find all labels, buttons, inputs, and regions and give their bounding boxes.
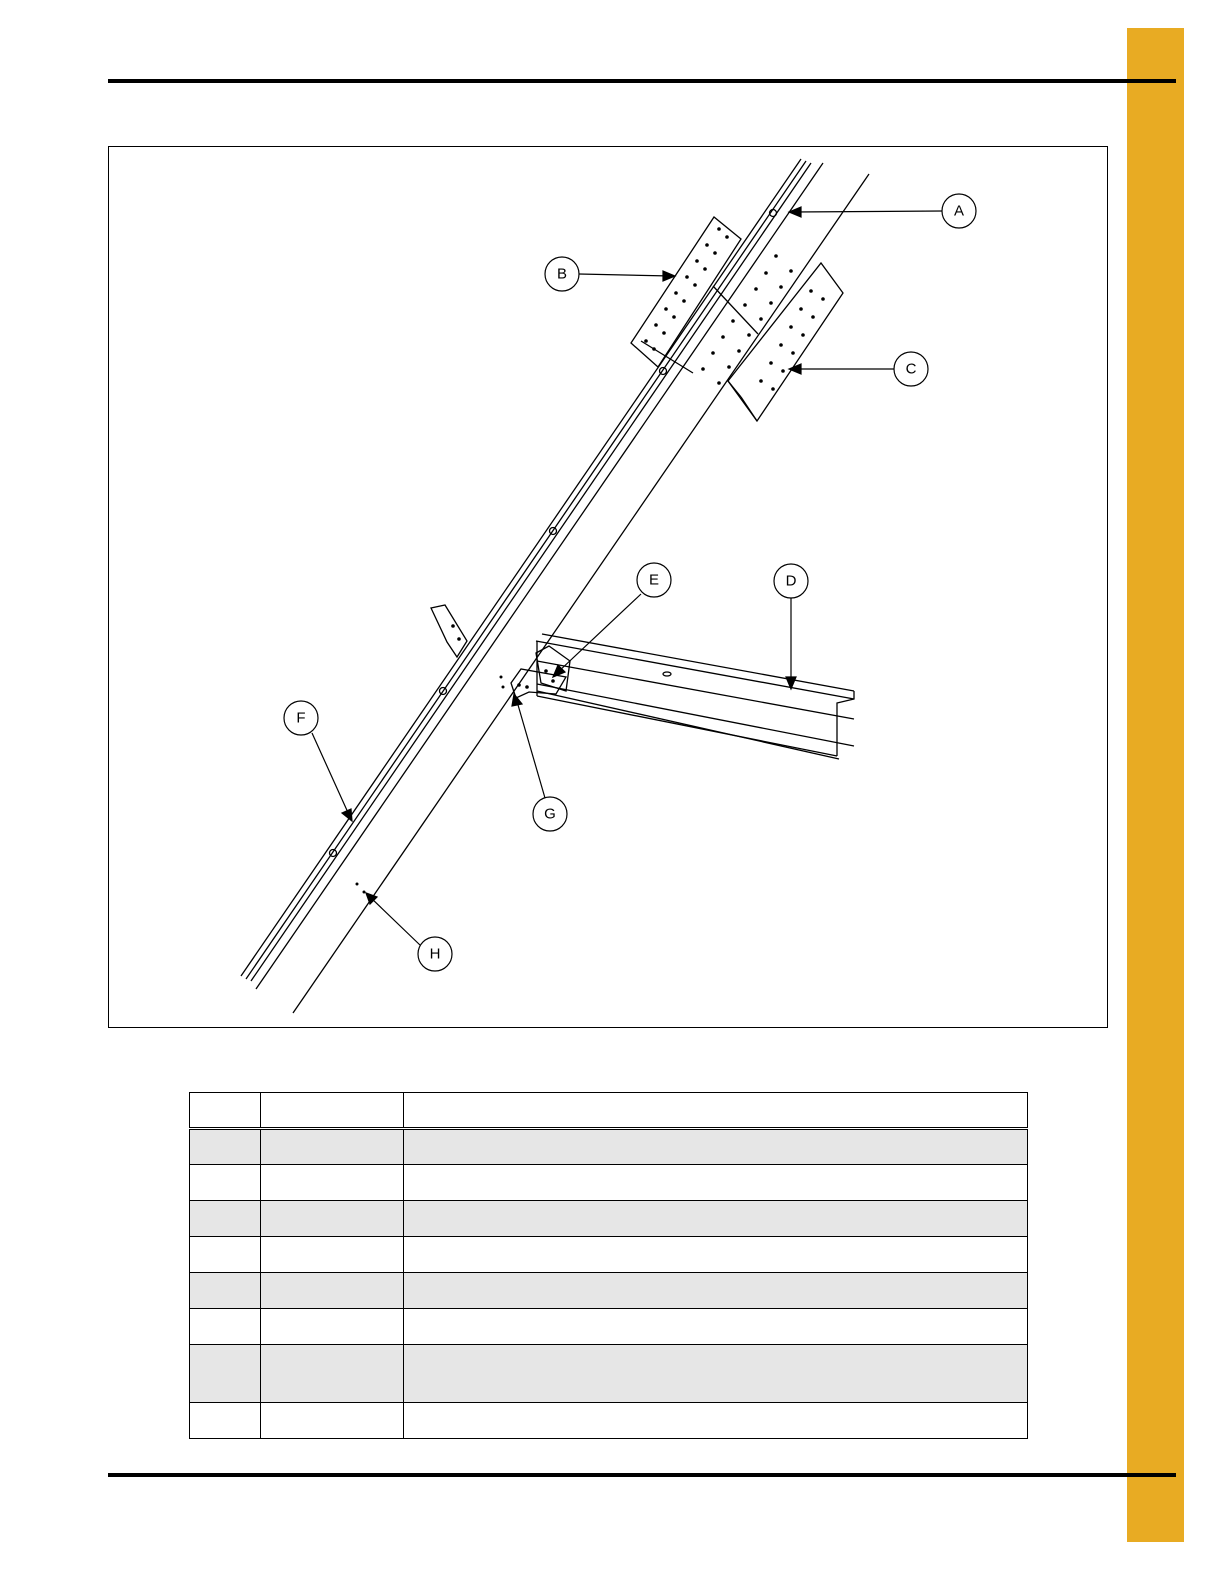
part-cell (261, 1237, 404, 1273)
part-cell (261, 1165, 404, 1201)
callout-label-h: H (429, 945, 441, 963)
ref-cell (190, 1165, 261, 1201)
parts-list-table (189, 1092, 1028, 1439)
table-row (190, 1129, 1028, 1165)
description-cell (404, 1237, 1028, 1273)
part-cell (261, 1129, 404, 1165)
ref-cell (190, 1201, 261, 1237)
section-side-tab (1127, 28, 1184, 1542)
table-row (190, 1201, 1028, 1237)
callout-label-f: F (296, 709, 306, 727)
description-cell (404, 1403, 1028, 1439)
callout-label-c: C (905, 360, 917, 378)
part-cell (261, 1309, 404, 1345)
part-cell (261, 1345, 404, 1403)
callout-label-d: D (785, 572, 797, 590)
description-cell (404, 1165, 1028, 1201)
part-cell (261, 1273, 404, 1309)
description-cell (404, 1129, 1028, 1165)
ref-cell (190, 1345, 261, 1403)
table-header-row (190, 1093, 1028, 1129)
table-row (190, 1309, 1028, 1345)
description-column-header (404, 1093, 1028, 1129)
header-rule (108, 79, 1176, 83)
assembly-drawing (109, 147, 1108, 1028)
table-row (190, 1237, 1028, 1273)
ref-cell (190, 1129, 261, 1165)
description-cell (404, 1273, 1028, 1309)
ref-cell (190, 1403, 261, 1439)
part-cell (261, 1201, 404, 1237)
description-cell (404, 1345, 1028, 1403)
ref-cell (190, 1273, 261, 1309)
callout-label-e: E (648, 571, 660, 589)
callout-label-a: A (953, 202, 965, 220)
part-column-header (261, 1093, 404, 1129)
description-cell (404, 1309, 1028, 1345)
callout-label-b: B (556, 265, 568, 283)
callout-label-g: G (544, 805, 556, 823)
table-row (190, 1403, 1028, 1439)
footer-rule (108, 1473, 1176, 1477)
table-row (190, 1345, 1028, 1403)
ref-cell (190, 1309, 261, 1345)
table-row (190, 1165, 1028, 1201)
table-row (190, 1273, 1028, 1309)
assembly-figure (108, 146, 1108, 1028)
description-cell (404, 1201, 1028, 1237)
ref-column-header (190, 1093, 261, 1129)
part-cell (261, 1403, 404, 1439)
ref-cell (190, 1237, 261, 1273)
